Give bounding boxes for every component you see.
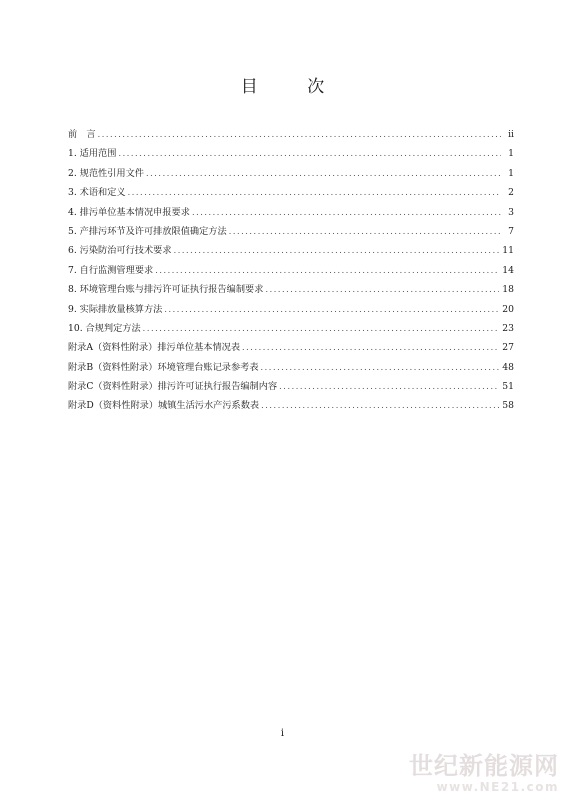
toc-entry-label: 9. 实际排放量核算方法 bbox=[68, 303, 163, 315]
toc-entry-label: 附录D（资料性附录）城镇生活污水产污系数表 bbox=[68, 400, 260, 412]
toc-entry-page: 51 bbox=[502, 381, 514, 393]
toc-entry[interactable] bbox=[68, 144, 514, 163]
toc-entry[interactable] bbox=[68, 241, 514, 260]
toc-dot-leader bbox=[155, 261, 499, 280]
toc-entry[interactable] bbox=[68, 338, 514, 357]
toc-entry-page: 11 bbox=[502, 245, 514, 257]
site-watermark bbox=[409, 752, 559, 794]
toc-title: 目 次 bbox=[240, 77, 347, 97]
toc-entry[interactable] bbox=[68, 203, 514, 222]
toc-entry-page: 20 bbox=[502, 303, 514, 315]
toc-entry-page: 1 bbox=[508, 148, 514, 160]
toc-entry-page: 2 bbox=[508, 187, 514, 199]
toc-entry-page: 1 bbox=[508, 167, 514, 179]
toc-dot-leader bbox=[192, 203, 501, 222]
table-of-contents bbox=[68, 125, 514, 416]
toc-entry-label: 附录B（资料性附录）环境管理台账记录参考表 bbox=[68, 361, 259, 373]
watermark-text: 世纪新能源网 bbox=[409, 752, 559, 780]
toc-dot-leader bbox=[242, 338, 499, 357]
toc-entry-page: 7 bbox=[508, 225, 514, 237]
toc-dot-leader bbox=[261, 396, 499, 415]
toc-entry[interactable] bbox=[68, 377, 514, 396]
toc-entry-label: 10. 合规判定方法 bbox=[68, 322, 141, 334]
toc-entry-page: 18 bbox=[502, 284, 514, 296]
toc-entry[interactable] bbox=[68, 319, 514, 338]
toc-entry-label: 4. 排污单位基本情况申报要求 bbox=[68, 206, 190, 218]
toc-entry-label: 2. 规范性引用文件 bbox=[68, 167, 144, 179]
toc-entry-label: 6. 污染防治可行技术要求 bbox=[68, 245, 172, 257]
toc-entry-page: 3 bbox=[508, 206, 514, 218]
toc-entry-label: 5. 产排污环节及许可排放限值确定方法 bbox=[68, 225, 227, 237]
toc-entry[interactable] bbox=[68, 222, 514, 241]
toc-dot-leader bbox=[261, 358, 500, 377]
toc-entry-page: 58 bbox=[502, 400, 514, 412]
watermark-url: www.NE21.com bbox=[436, 780, 559, 794]
toc-dot-leader bbox=[265, 280, 499, 299]
toc-entry-label: 8. 环境管理台账与排污许可证执行报告编制要求 bbox=[68, 284, 264, 296]
toc-dot-leader bbox=[128, 183, 501, 202]
toc-dot-leader bbox=[118, 144, 501, 163]
toc-entry-page: 48 bbox=[502, 361, 514, 373]
toc-entry[interactable] bbox=[68, 300, 514, 319]
toc-entry[interactable] bbox=[68, 280, 514, 299]
toc-entry[interactable] bbox=[68, 125, 514, 144]
toc-entry-page: 27 bbox=[502, 342, 514, 354]
toc-entry[interactable] bbox=[68, 183, 514, 202]
toc-dot-leader bbox=[146, 164, 501, 183]
toc-entry-label: 1. 适用范围 bbox=[68, 148, 117, 160]
toc-entry[interactable] bbox=[68, 261, 514, 280]
toc-dot-leader bbox=[164, 300, 499, 319]
toc-entry-label: 附录A（资料性附录）排污单位基本情况表 bbox=[68, 342, 241, 354]
toc-entry[interactable] bbox=[68, 396, 514, 415]
toc-entry-label: 3. 术语和定义 bbox=[68, 187, 126, 199]
toc-dot-leader bbox=[143, 319, 500, 338]
toc-dot-leader bbox=[174, 241, 500, 260]
page-number: i bbox=[280, 728, 285, 739]
toc-entry[interactable] bbox=[68, 358, 514, 377]
toc-dot-leader bbox=[279, 377, 499, 396]
toc-dot-leader bbox=[229, 222, 501, 241]
toc-entry-page: 14 bbox=[502, 264, 514, 276]
toc-dot-leader bbox=[98, 125, 501, 144]
toc-entry[interactable] bbox=[68, 164, 514, 183]
toc-entry-page: ii bbox=[508, 129, 514, 140]
toc-entry-label: 前 言 bbox=[68, 129, 96, 140]
toc-entry-page: 23 bbox=[502, 322, 514, 334]
toc-entry-label: 附录C（资料性附录）排污许可证执行报告编制内容 bbox=[68, 381, 278, 393]
toc-entry-label: 7. 自行监测管理要求 bbox=[68, 264, 154, 276]
